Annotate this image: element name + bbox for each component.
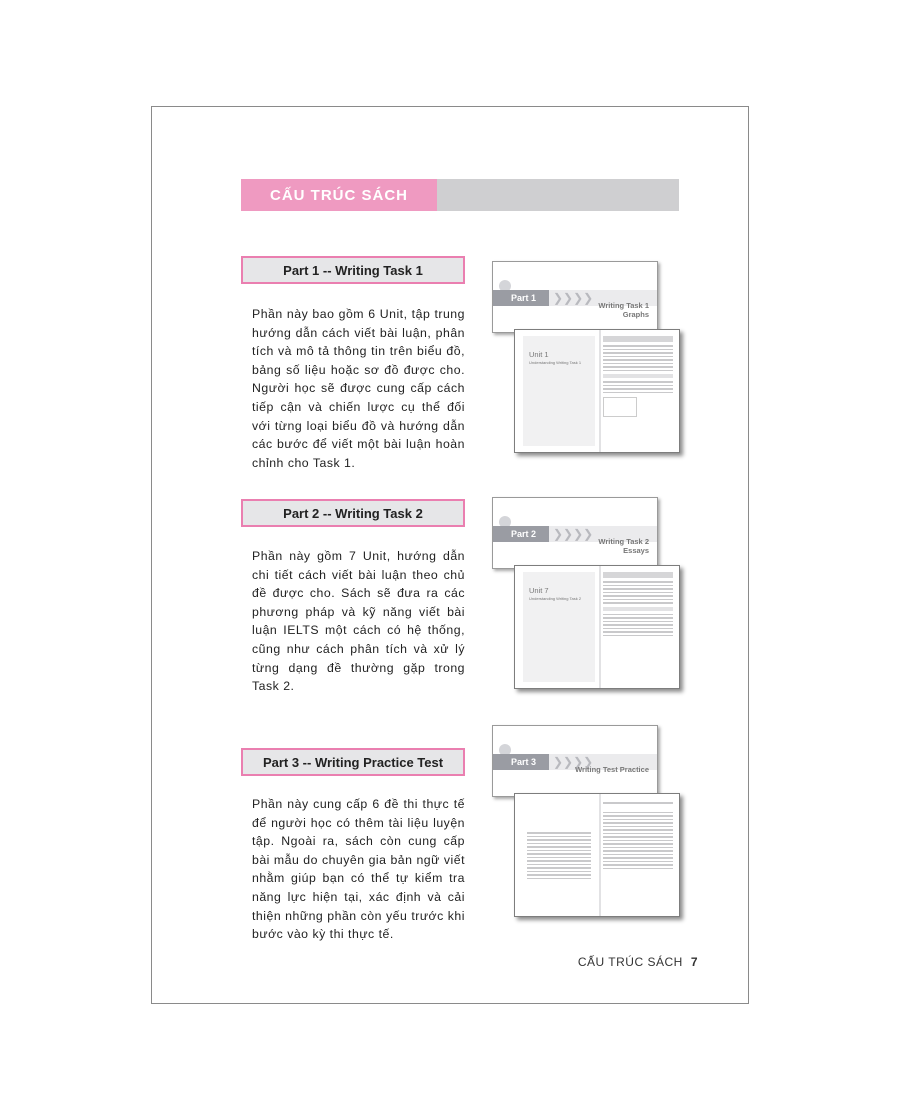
unit-label: Unit 7 (529, 586, 549, 595)
section-title: CẤU TRÚC SÁCH (241, 179, 437, 211)
part-2-description: Phần này gồm 7 Unit, hướng dẫn chi tiết cách viết bài luận theo chủ đề được cho. Sách sẽ đưa ra các phương pháp và kỹ năng viết bài luận IELTS một cách có hệ thống, cũng như cách phân tích và xử lý từng dạng đề thường gặp trong Task 2. (252, 549, 465, 694)
part-3-description: Phần này cung cấp 6 đề thi thực tế để người học có thêm tài liệu luyện tập. Ngoài ra, sách còn cung cấp bài mẫu do chuyên gia bản ngữ viết nhằm giúp bạn có thể tự kiểm tra năng lực hiện tại, xác định và cải thiện những phần còn yếu trước khi bước vào kỳ thi thực tế. (252, 797, 465, 942)
part-2-title: Part 2 -- Writing Task 2 (241, 499, 465, 527)
part-3-cover (492, 725, 658, 797)
part-3-spread (514, 793, 680, 917)
part-3-title: Part 3 -- Writing Practice Test (241, 748, 465, 776)
part-2-preview (492, 497, 688, 697)
cover-title: Writing Test Practice (575, 765, 649, 774)
cover-tab: Part 2 (493, 526, 549, 542)
cover-tab: Part 1 (493, 290, 549, 306)
unit-label: Unit 1 (529, 350, 549, 359)
cover-title: Writing Task 1 Graphs (598, 301, 649, 319)
book-page (151, 106, 749, 1004)
part-3-preview (492, 725, 688, 925)
part-1-description: Phần này bao gồm 6 Unit, tập trung hướng dẫn cách viết bài luận, phân tích và mô tả thông tin trên biểu đồ, bảng số liệu hoặc sơ đồ được cho. Người học sẽ được cung cấp cách tiếp cận và chiến lược cụ thể đối với từng loại biểu đồ và hướng dẫn các bước để viết một bài luận hoàn chỉnh cho Task 1. (252, 307, 465, 470)
unit-subtitle: Understanding Writing Task 1 (529, 360, 582, 365)
part-1-spread (514, 329, 680, 453)
part-1-title: Part 1 -- Writing Task 1 (241, 256, 465, 284)
part-1-cover (492, 261, 658, 333)
cover-title: Writing Task 2 Essays (598, 537, 649, 555)
chevron-icon: ❯❯❯❯ (553, 755, 594, 769)
chevron-icon: ❯❯❯❯ (553, 527, 594, 541)
page-number: 7 (690, 955, 698, 969)
part-2-spread (514, 565, 680, 689)
part-1-preview (492, 261, 688, 461)
footer-label: CẤU TRÚC SÁCH (577, 955, 683, 969)
cover-tab: Part 3 (493, 754, 549, 770)
unit-subtitle: Understanding Writing Task 2 (529, 596, 582, 601)
page-footer (578, 955, 698, 969)
section-banner (241, 179, 679, 211)
part-2-cover (492, 497, 658, 569)
chevron-icon: ❯❯❯❯ (553, 291, 594, 305)
